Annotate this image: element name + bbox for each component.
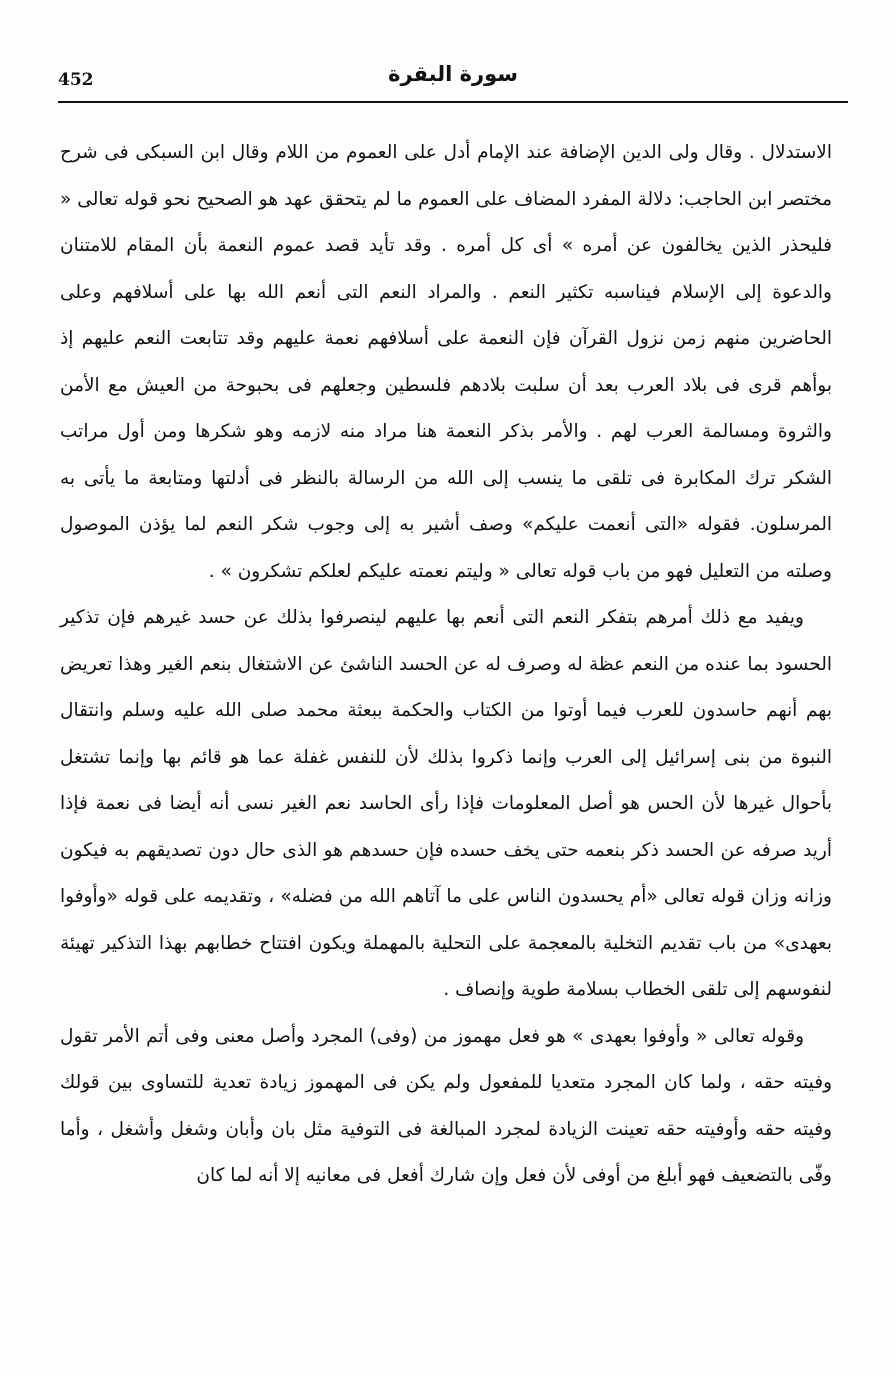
header-divider — [58, 101, 848, 103]
surah-title: سورة البقرة — [388, 62, 518, 86]
paragraph-1: الاستدلال . وقال ولى الدين الإضافة عند الإمام أدل على العموم من اللام وقال ابن السبكى فى شرح مختصر ابن الحاجب: دلالة المفرد المضاف على العموم ما لم يتحقق عهد هو الصحيح نحو قوله تعالى « فليحذر الذين يخالفون عن أمره » أى كل أمره . وقد تأيد قصد عموم النعمة بأن المقام للامتنان والدعوة إلى الإسلام فيناسبه تكثير النعم . والمراد النعم التى أنعم الله بها على أسلافهم وعلى الحاضرين منهم زمن نزول القرآن فإن النعمة على أسلافهم نعمة عليهم وقد تتابعت النعم عليهم إذ بوأهم قرى فى بلاد العرب بعد أن سلبت بلادهم فلسطين وجعلهم فى بحبوحة من العيش مع الأمن والثروة ومسالمة العرب لهم . والأمر بذكر النعمة هنا مراد منه لازمه وهو شكرها ومن أول مراتب الشكر ترك المكابرة فى تلقى ما ينسب إلى الله من الرسالة بالنظر فى أدلتها ومتابعة ما يأتى به المرسلون. فقوله «التى أنعمت عليكم» وصف أشير به إلى وجوب شكر النعم لما يؤذن الموصول وصلته من التعليل فهو من باب قوله تعالى « وليتم نعمته عليكم لعلكم تشكرون » . — [60, 142, 832, 582]
body-text — [60, 130, 832, 1200]
page-number: 452 — [58, 70, 94, 90]
paragraph-3: وقوله تعالى « وأوفوا بعهدى » هو فعل مهموز من (وفى) المجرد وأصل معنى وفى أتم الأمر تقول وفيته حقه ، ولما كان المجرد متعديا للمفعول ولم يكن فى المهموز زيادة تعدية للتساوى بين قولك وفيته حقه وأوفيته حقه تعينت الزيادة لمجرد المبالغة فى التوفية مثل بان وأبان وشغل وأشغل ، وأما وفّى بالتضعيف فهو أبلغ من أوفى لأن فعل وإن شارك أفعل فى معانيه إلا أنه لما كان — [60, 1025, 832, 1186]
paragraph-2: ويفيد مع ذلك أمرهم بتفكر النعم التى أنعم بها عليهم لينصرفوا بذلك عن حسد غيرهم فإن تذكير الحسود بما عنده من النعم عظة له وصرف له عن الحسد الناشئ عن الاشتغال بنعم الغير وهذا تعريض بهم أنهم حاسدون للعرب فيما أوتوا من الكتاب والحكمة ببعثة محمد صلى الله عليه وسلم وانتقال النبوة من بنى إسرائيل إلى العرب وإنما ذكروا بذلك لأن للنفس غفلة عما هو قائم بها وإنما تشتغل بأحوال غيرها لأن الحس هو أصل المعلومات فإذا رأى الحاسد نعم الغير نسى أنه أيضا فى نعمة فإذا أريد صرفه عن الحسد ذكر بنعمه حتى يخف حسده فإن حسدهم هو الذى حال دون تصديقهم به فيكون وزانه وزان قوله تعالى «أم يحسدون الناس على ما آتاهم الله من فضله» ، وتقديمه على قوله «وأوفوا بعهدى» من باب تقديم التخلية بالمعجمة على التحلية بالمهملة ويكون افتتاح خطابهم بهذا التذكير تهيئة لنفوسهم إلى تلقى الخطاب بسلامة طوية وإنصاف . — [60, 607, 832, 1000]
page-header — [58, 58, 848, 100]
